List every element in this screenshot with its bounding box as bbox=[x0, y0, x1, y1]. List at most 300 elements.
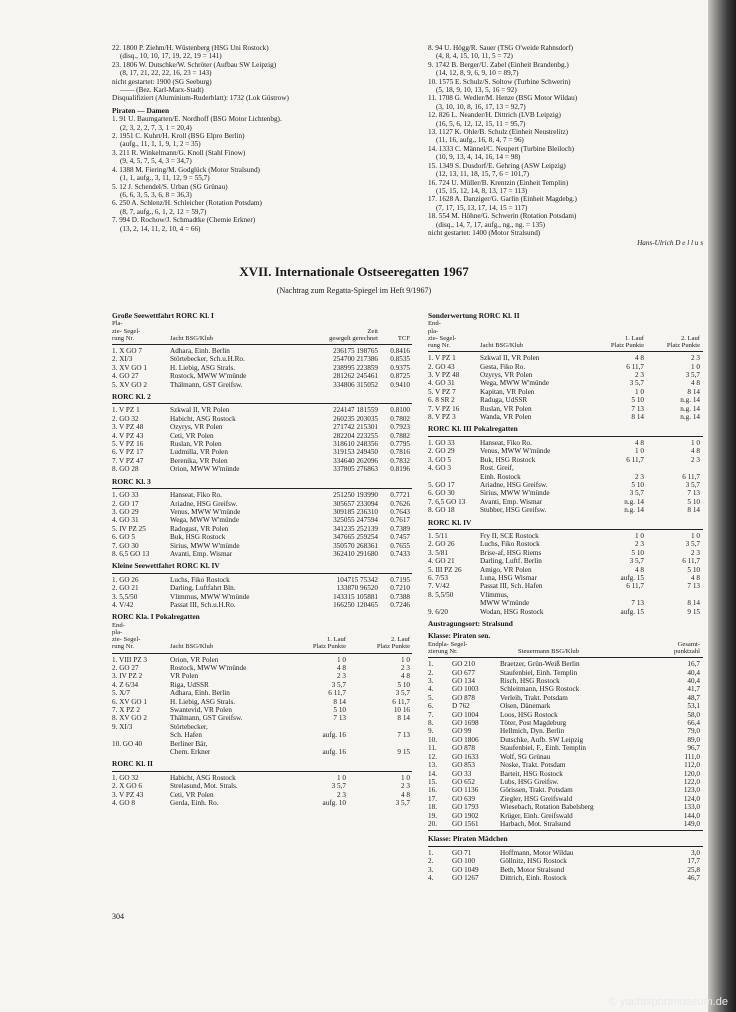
table-cell: 0.7389 bbox=[390, 524, 410, 533]
class-heading: Klasse: Piraten sen. bbox=[428, 631, 491, 641]
table-cell: 10 16 bbox=[393, 706, 410, 715]
table-row bbox=[428, 778, 703, 786]
table-row bbox=[428, 473, 703, 481]
section-heading: Piraten — Damen bbox=[112, 105, 170, 115]
table-cell: 149,0 bbox=[683, 819, 700, 828]
result-line: Disqualifiziert (Aluminium-Ruderblatt): 1732 (Lok Güstrow) bbox=[112, 94, 289, 103]
table-row bbox=[112, 706, 412, 714]
table-cell: Hanseat, Fiko Ro. bbox=[170, 491, 222, 500]
table-cell: 3 5,7 bbox=[331, 782, 346, 791]
table-cell: aufg. 16 bbox=[322, 731, 346, 740]
table-cell: Barteit, HSG Rostock bbox=[500, 769, 563, 778]
table-row bbox=[112, 791, 412, 799]
table-cell: 5. GO 17 bbox=[428, 480, 455, 489]
result-line: 13. 1127 K. Ohle/B. Schulz (Einheit Neustrelitz) bbox=[428, 128, 569, 137]
table-cell: 0.7195 bbox=[390, 575, 410, 584]
table-cell: 5. X/7 bbox=[112, 689, 130, 698]
table-cell: 8. V PZ 3 bbox=[428, 413, 456, 422]
table-cell: 104715 75342 bbox=[336, 575, 378, 584]
table-row bbox=[112, 432, 412, 440]
table-cell bbox=[428, 599, 480, 607]
table-row bbox=[112, 542, 412, 550]
table-cell: aufg. 15 bbox=[620, 573, 644, 582]
table-cell: GO 100 bbox=[452, 857, 475, 866]
table-cell: 10. bbox=[428, 735, 437, 744]
table-cell: 0.8196 bbox=[390, 465, 410, 474]
table-cell: 3. 5/81 bbox=[428, 548, 448, 557]
table-cell: Avanti, Emp. Wismar bbox=[480, 497, 543, 506]
table-cell: 9. 6/20 bbox=[428, 607, 448, 616]
table-cell: Beth, Motor Stralsund bbox=[500, 865, 565, 874]
table-cell: Loos, HSG Rostock bbox=[500, 710, 558, 719]
rule bbox=[112, 344, 412, 345]
table-cell bbox=[428, 473, 480, 481]
table-cell: GO 677 bbox=[452, 668, 475, 677]
table-cell: 3 5,7 bbox=[685, 480, 700, 489]
table-cell: 4. bbox=[428, 685, 434, 694]
table-cell: n.g. 14 bbox=[680, 396, 700, 405]
table-cell: 224147 181559 bbox=[333, 406, 378, 415]
table-row bbox=[428, 506, 703, 514]
table-cell: 2. GO 29 bbox=[428, 447, 455, 456]
table-cell: Gesta, Fiko Ro. bbox=[480, 362, 526, 371]
table-cell: 13. bbox=[428, 761, 437, 770]
result-line: 11. 1708 G. Wedler/M. Henze (BSG Motor Wildau) bbox=[428, 94, 578, 103]
table-row bbox=[112, 372, 412, 380]
rule bbox=[428, 846, 703, 847]
table-cell: 1 0 bbox=[635, 447, 644, 456]
table-cell: 7. 6,5 GO 13 bbox=[428, 497, 466, 506]
table-cell: Wega, MWW W'münde bbox=[170, 516, 239, 525]
table-row bbox=[428, 702, 703, 710]
table-cell: Adhara, Einh. Berlin bbox=[170, 347, 230, 356]
table-cell: aufg. 10 bbox=[322, 799, 346, 808]
watermark: © yachtsportmuseum.de bbox=[608, 996, 728, 1008]
table-row bbox=[428, 599, 703, 607]
table-cell: Lubs, HSG Greifsw. bbox=[500, 777, 559, 786]
table-cell: Brise-af, HSG Riems bbox=[480, 548, 542, 557]
table-cell: 1. GO 33 bbox=[428, 438, 455, 447]
table-cell: 4 8 bbox=[401, 672, 410, 681]
table-cell: 281262 245461 bbox=[333, 372, 378, 381]
table-cell: 2. GO 32 bbox=[112, 414, 139, 423]
table-row bbox=[428, 694, 703, 702]
table-cell: 3 5,7 bbox=[629, 379, 644, 388]
table-row bbox=[428, 608, 703, 616]
table-cell: 8. 5,5/50 bbox=[428, 590, 454, 599]
table-cell: Olsen, Dänemark bbox=[500, 702, 551, 711]
table-row bbox=[112, 799, 412, 807]
table-row bbox=[112, 508, 412, 516]
table-cell: 0.7210 bbox=[390, 584, 410, 593]
table-row bbox=[112, 774, 412, 782]
table-cell: 0.7246 bbox=[390, 600, 410, 609]
table-cell: 25,8 bbox=[687, 865, 700, 874]
table-row bbox=[112, 516, 412, 524]
table-row bbox=[112, 681, 412, 689]
table-cell: 337805 276863 bbox=[333, 465, 378, 474]
table-header bbox=[112, 320, 412, 342]
table-cell: 6 11,7 bbox=[328, 689, 346, 698]
page-number: 304 bbox=[112, 912, 124, 921]
table-cell: 7. V PZ 16 bbox=[428, 404, 460, 413]
table-cell: 5. III PZ 26 bbox=[428, 565, 462, 574]
table-row bbox=[428, 770, 703, 778]
table-row bbox=[428, 481, 703, 489]
table-row bbox=[112, 593, 412, 601]
table-row bbox=[428, 857, 703, 865]
table-cell: 9. bbox=[428, 727, 434, 736]
table-cell: 0.7617 bbox=[390, 516, 410, 525]
result-line: (12, 13, 11, 18, 15, 7, 6 = 101,7) bbox=[436, 170, 530, 179]
table-cell: 6. bbox=[428, 702, 434, 711]
column-header: Zeit gesegelt gerechnet bbox=[329, 327, 378, 342]
table-cell: 123,0 bbox=[683, 786, 700, 795]
result-line: (9, 4, 5, 7, 5, 4, 3 = 34,7) bbox=[120, 157, 192, 166]
table-cell: 4. GO 8 bbox=[112, 799, 135, 808]
table-cell bbox=[588, 591, 644, 599]
table-cell: 133,0 bbox=[683, 803, 700, 812]
table-cell: Szkwal II, VR Polen bbox=[480, 354, 540, 363]
table-cell: 3. V PZ 43 bbox=[112, 790, 144, 799]
table-row bbox=[112, 601, 412, 609]
table-row bbox=[428, 447, 703, 455]
rule bbox=[428, 830, 703, 831]
table-cell: 8 14 bbox=[687, 387, 700, 396]
table-cell: 2. GO 17 bbox=[112, 499, 139, 508]
table-cell: GO 639 bbox=[452, 794, 475, 803]
result-line: 16. 724 U. Müller/B. Krentzin (Einheit Templin) bbox=[428, 178, 569, 187]
table-cell: 5 10 bbox=[687, 565, 700, 574]
table-cell: GO 1561 bbox=[452, 819, 479, 828]
table-cell: 3. bbox=[428, 865, 434, 874]
table-cell: Braetzer, Grün-Weiß Berlin bbox=[500, 660, 580, 669]
table-row bbox=[428, 574, 703, 582]
column-header: End- pla- zie- Segel- rung Nr. bbox=[112, 621, 141, 651]
right-tables bbox=[428, 308, 703, 882]
table-cell: 8 14 bbox=[687, 599, 700, 608]
table-row bbox=[112, 500, 412, 508]
table-cell: 4 8 bbox=[635, 438, 644, 447]
table-cell: 0.7882 bbox=[390, 431, 410, 440]
table-cell: 0.8535 bbox=[390, 355, 410, 364]
table-cell: Wodan, HSG Rostock bbox=[480, 607, 544, 616]
table-cell: 282204 223255 bbox=[333, 431, 378, 440]
table-cell: Adhara, Einh. Berlin bbox=[170, 689, 230, 698]
table-cell: 251250 193990 bbox=[333, 491, 378, 500]
table-cell: 1 0 bbox=[635, 387, 644, 396]
table-cell: 5. bbox=[428, 693, 434, 702]
table-cell: 7 13 bbox=[631, 599, 644, 608]
table-cell: 17,7 bbox=[687, 857, 700, 866]
table-cell: 4 8 bbox=[635, 354, 644, 363]
table-cell: GO 1267 bbox=[452, 873, 479, 882]
table-cell: Noske, Trakt. Potsdam bbox=[500, 761, 566, 770]
table-cell: GO 878 bbox=[452, 744, 475, 753]
table-cell: GO 210 bbox=[452, 660, 475, 669]
section-heading: RORC Kl. IV bbox=[428, 517, 472, 527]
table-cell: GO 1793 bbox=[452, 803, 479, 812]
rule bbox=[112, 488, 412, 489]
table-cell: Staufenbiel, F., Einh. Templin bbox=[500, 744, 587, 753]
table-cell: Störtebecker, Sch.u.H.Ro. bbox=[170, 355, 245, 364]
result-line: (7, 17, 15, 13, 17, 14, 15 = 117) bbox=[436, 203, 528, 212]
table-cell: Ariadne, HSG Greifsw. bbox=[480, 480, 548, 489]
table-cell: Berliner Bär, bbox=[170, 739, 208, 748]
table-cell: 16,7 bbox=[687, 660, 700, 669]
table-row bbox=[428, 557, 703, 565]
table-cell: GO 33 bbox=[452, 769, 472, 778]
table-cell: Venus, MWW W'münde bbox=[170, 507, 241, 516]
table-cell: 2 3 bbox=[691, 455, 700, 464]
table-cell: n.g. 14 bbox=[680, 413, 700, 422]
table-cell: 4 8 bbox=[337, 664, 346, 673]
table-row bbox=[112, 406, 412, 414]
table-cell: 2 3 bbox=[635, 540, 644, 549]
table-cell: 124,0 bbox=[683, 794, 700, 803]
table-cell: 133870 96520 bbox=[336, 584, 378, 593]
table-cell: 16. bbox=[428, 786, 437, 795]
table-row bbox=[112, 415, 412, 423]
table-cell: 1 0 bbox=[401, 655, 410, 664]
table-row bbox=[112, 465, 412, 473]
table-cell: Darling, Luftfahrt Bln. bbox=[170, 584, 236, 593]
table-cell: 347665 259254 bbox=[333, 533, 378, 542]
table-row bbox=[428, 761, 703, 769]
table-cell: Schleitmann, HSG Rostock bbox=[500, 685, 580, 694]
table-cell: aufg. 15 bbox=[620, 607, 644, 616]
rule bbox=[428, 351, 703, 352]
table-cell: Strelasund, Mot. Strals. bbox=[170, 782, 238, 791]
table-cell: 7 13 bbox=[687, 489, 700, 498]
column-header: 1. Lauf Platz Punkte bbox=[610, 334, 644, 350]
table-cell: GO 853 bbox=[452, 761, 475, 770]
result-line: (5, 18, 9, 10, 13, 5, 16 = 92) bbox=[436, 86, 517, 95]
table-cell: Sirius, MWW W'münde bbox=[170, 541, 240, 550]
table-cell: Habicht, ASG Rostock bbox=[170, 773, 236, 782]
table-cell: Verleih, Trakt. Potsdam bbox=[500, 693, 568, 702]
table-row bbox=[428, 363, 703, 371]
table-cell: 3 5,7 bbox=[685, 371, 700, 380]
table-row bbox=[112, 525, 412, 533]
table-cell: 144,0 bbox=[683, 811, 700, 820]
table-cell: Ozyrys, VR Polen bbox=[170, 423, 223, 432]
table-cell: 0.9375 bbox=[390, 363, 410, 372]
table-row bbox=[428, 669, 703, 677]
table-cell: 3. GO 5 bbox=[428, 455, 451, 464]
result-line: 23. 1806 W. Dutschke/W. Schröter (Aufbau SW Leipzig) bbox=[112, 60, 277, 69]
table-cell: 8 14 bbox=[397, 714, 410, 723]
result-line: (disq., 14, 7, 17, aufg., ng., ng. = 135) bbox=[436, 220, 546, 229]
table-cell: 6 11,7 bbox=[626, 455, 644, 464]
table-row bbox=[428, 812, 703, 820]
table-cell: GO 1698 bbox=[452, 719, 479, 728]
table-cell: aufg. 16 bbox=[322, 748, 346, 757]
class-heading: Klasse: Piraten Mädchen bbox=[428, 834, 508, 844]
table-cell: 6. 8 SR 2 bbox=[428, 396, 455, 405]
table-row bbox=[428, 540, 703, 548]
table-cell: H. Liebig, ASG Strals. bbox=[170, 363, 236, 372]
table-cell: 12. bbox=[428, 752, 437, 761]
table-row bbox=[428, 532, 703, 540]
table-cell: 2. GO 27 bbox=[112, 664, 139, 673]
table-cell: 7 13 bbox=[397, 731, 410, 740]
table-cell: 318610 248356 bbox=[333, 440, 378, 449]
table-row bbox=[428, 849, 703, 857]
table-cell: 2 3 bbox=[337, 672, 346, 681]
column-header: TCF bbox=[397, 334, 410, 342]
table-cell: Ariadne, HSG Greifsw. bbox=[170, 499, 238, 508]
table-cell: 8. bbox=[428, 719, 434, 728]
table-cell: 7 13 bbox=[333, 714, 346, 723]
result-line: 4. 1388 M. Fiering/M. Godglück (Motor Stralsund) bbox=[112, 165, 260, 174]
table-cell bbox=[282, 740, 346, 748]
table-row bbox=[112, 656, 412, 664]
table-cell: 0.7802 bbox=[390, 414, 410, 423]
table-cell: Stubber, HSG Greifsw. bbox=[480, 506, 547, 515]
column-header: Jacht BSG/Klub bbox=[170, 643, 214, 651]
result-line: 15. 1349 S. Dusdorf/E. Gehring (ASW Leipzig) bbox=[428, 161, 566, 170]
table-cell: 3 5,7 bbox=[629, 557, 644, 566]
table-cell: Ruslan, VR Polen bbox=[480, 404, 532, 413]
table-cell: 309185 236310 bbox=[333, 507, 378, 516]
table-cell: Sch. Hafen bbox=[170, 731, 202, 740]
table-row bbox=[428, 677, 703, 685]
table-cell: Ludmilla, VR Polen bbox=[170, 448, 228, 457]
table-cell: 8 14 bbox=[333, 697, 346, 706]
table-cell: 1 0 bbox=[691, 362, 700, 371]
table-cell: 4. GO 31 bbox=[428, 379, 455, 388]
table-row bbox=[428, 736, 703, 744]
table-row bbox=[428, 711, 703, 719]
table-cell: 3 5,7 bbox=[395, 689, 410, 698]
table-cell: n.g. 14 bbox=[624, 506, 644, 515]
table-cell: Swantevid, VR Polen bbox=[170, 706, 232, 715]
table-cell: Habicht, ASG Rostock bbox=[170, 414, 236, 423]
table-cell: Ziegler, HSG Greifswald bbox=[500, 794, 573, 803]
table-cell: 0.7721 bbox=[390, 491, 410, 500]
table-cell: n.g. 14 bbox=[624, 497, 644, 506]
table-cell: 3. V PZ 48 bbox=[112, 423, 144, 432]
page-subtitle: (Nachtrag zum Regatta-Spiegel im Heft 9/1967) bbox=[276, 286, 432, 295]
column-header: 2. Lauf Platz Punkte bbox=[376, 636, 410, 651]
table-row bbox=[112, 448, 412, 456]
table-cell: 0.7816 bbox=[390, 448, 410, 457]
table-cell: Buk, HSG Rostock bbox=[170, 533, 226, 542]
table-cell: 2 3 bbox=[691, 354, 700, 363]
result-line: nicht gestartet: 1400 (Motor Stralsund) bbox=[428, 228, 541, 237]
table-cell: 5 10 bbox=[631, 548, 644, 557]
table-row bbox=[428, 727, 703, 735]
table-cell: 19. bbox=[428, 811, 437, 820]
table-cell: 96,7 bbox=[687, 744, 700, 753]
section-heading: Austragungsort: Stralsund bbox=[428, 619, 513, 628]
table-cell bbox=[112, 748, 170, 756]
table-cell: Berenika, VR Polen bbox=[170, 456, 228, 465]
table-cell: 4 8 bbox=[401, 790, 410, 799]
table-cell: Störtebecker, bbox=[170, 722, 208, 731]
table-cell: 4 8 bbox=[691, 379, 700, 388]
table-header bbox=[112, 622, 412, 651]
table-header bbox=[428, 641, 703, 655]
table-row bbox=[428, 719, 703, 727]
result-line: (disq., 10, 10, 17, 19, 22, 19 = 141) bbox=[120, 52, 222, 61]
table-row bbox=[428, 388, 703, 396]
table-cell: 4. GO 27 bbox=[112, 372, 139, 381]
table-cell: Görissen, Trakt. Potsdam bbox=[500, 786, 573, 795]
table-cell: Wega, MWW W'münde bbox=[480, 379, 549, 388]
table-cell: 9 15 bbox=[687, 607, 700, 616]
table-cell: 41,7 bbox=[687, 685, 700, 694]
table-cell: 4. V/42 bbox=[112, 600, 134, 609]
table-cell: Wiesebach, Rotation Babelsberg bbox=[500, 803, 594, 812]
result-line: (8, 7, aufg., 6, 1, 2, 12 = 59,7) bbox=[120, 207, 207, 216]
table-row bbox=[112, 698, 412, 706]
table-cell: Luna, HSG Wismar bbox=[480, 573, 537, 582]
table-cell: 3. GO 29 bbox=[112, 507, 139, 516]
result-line: (2, 3, 2, 2, 7, 3, 1 = 20,4) bbox=[120, 123, 192, 132]
table-cell: Wolf, SG Grünau bbox=[500, 752, 551, 761]
table-cell: 0.9410 bbox=[390, 380, 410, 389]
table-cell: 143315 105881 bbox=[333, 592, 378, 601]
table-cell: Buk, HSG Rostock bbox=[480, 455, 536, 464]
table-row bbox=[112, 550, 412, 558]
table-cell: 4. GO 31 bbox=[112, 516, 139, 525]
table-row bbox=[428, 405, 703, 413]
table-cell: GO 878 bbox=[452, 693, 475, 702]
table-cell: 334640 262096 bbox=[333, 456, 378, 465]
table-cell: Wanda, VR Polen bbox=[480, 413, 532, 422]
table-cell: Vlimmus, bbox=[480, 590, 509, 599]
table-cell: Raduga, UdSSR bbox=[480, 396, 528, 405]
result-line: 6. 250 A. Schlenz/H. Schleicher (Rotation Potsdam) bbox=[112, 199, 262, 208]
page-title: XVII. Internationale Ostseeregatten 1967 bbox=[239, 264, 469, 279]
table-cell: Radogast, VR Polen bbox=[170, 524, 229, 533]
table-cell: 5 10 bbox=[397, 680, 410, 689]
section-heading: RORC Kla. I Pokalregatten bbox=[112, 612, 200, 622]
table-cell: 7 13 bbox=[631, 404, 644, 413]
table-cell: GO 1902 bbox=[452, 811, 479, 820]
left-tables bbox=[112, 308, 412, 808]
table-cell: Vlimmus, MWW W'münde bbox=[170, 592, 250, 601]
table-cell: Orion, MWW W'münde bbox=[170, 465, 240, 474]
table-row bbox=[428, 566, 703, 574]
column-header: 2. Lauf Platz Punkte bbox=[666, 334, 700, 350]
table-cell: 3 5,7 bbox=[629, 489, 644, 498]
column-header: Pla- zie- Segel- rung Nr. bbox=[112, 320, 141, 342]
result-line: 18. 554 M. Höhne/G. Schwerin (Rotation Potsdam) bbox=[428, 212, 577, 221]
table-cell: 111,0 bbox=[684, 752, 700, 761]
table-cell: 5 10 bbox=[631, 396, 644, 405]
table-cell: 40,4 bbox=[687, 677, 700, 686]
table-cell: 305657 233094 bbox=[333, 499, 378, 508]
table-cell: 5 10 bbox=[631, 480, 644, 489]
table-cell: 1 0 bbox=[337, 655, 346, 664]
table-cell: Gerda, Einh. Ro. bbox=[170, 799, 219, 808]
table-row bbox=[112, 440, 412, 448]
table-cell: 2 3 bbox=[691, 548, 700, 557]
table-row bbox=[112, 457, 412, 465]
table-cell: 1. bbox=[428, 848, 434, 857]
table-row bbox=[112, 576, 412, 584]
table-row bbox=[428, 753, 703, 761]
column-header: Jacht BSG/Klub bbox=[170, 334, 214, 342]
table-cell: 8. XV GO 2 bbox=[112, 714, 148, 723]
table-row bbox=[428, 379, 703, 387]
table-row bbox=[112, 355, 412, 363]
table-cell: Luchs, Fiko Rostock bbox=[170, 575, 230, 584]
table-cell: Orion, VR Polen bbox=[170, 655, 219, 664]
